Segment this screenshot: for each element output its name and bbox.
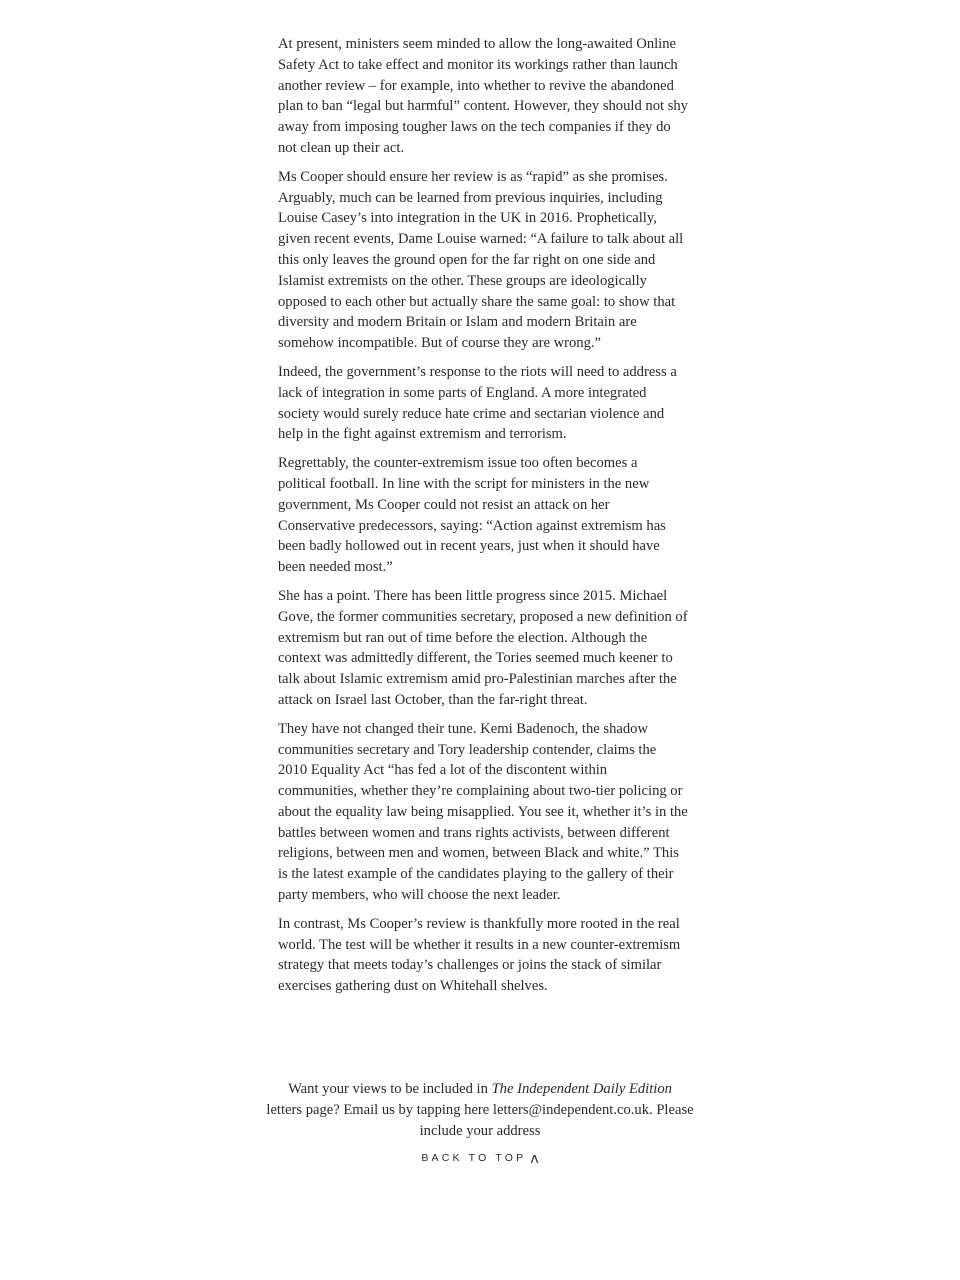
article-paragraph: Indeed, the government’s response to the riots will need to address a lack of integration in some parts of England. A more integrated society would surely reduce hate crime and sectarian violence and help in the fight against extremism and terrorism. xyxy=(278,363,677,443)
article-paragraph: They have not changed their tune. Kemi Badenoch, the shadow communities secretary and Tory leadership contender, claims the 2010 Equality Act “has fed a lot of the discontent within communities, whether they’re complaining about two-tier policing or about the equality law being misapplied. You see it, whether it’s in the battles between women and trans rights activists, between different religions, between men and women, between Black and white.” This is the latest example of the candidates playing to the gallery of their party members, who will choose the next leader. xyxy=(278,720,688,904)
back-to-top-button[interactable] xyxy=(0,1151,960,1167)
article-paragraph: Regrettably, the counter-extremism issue too often becomes a political football. In line with the script for ministers in the new government, Ms Cooper could not resist an attack on her Conservative predecessors, saying: “Action against extremism has been badly hollowed out in recent years, just when it should have been needed most.” xyxy=(278,455,666,576)
article-body xyxy=(278,34,688,1005)
letters-email-link[interactable]: letters@independent.co.uk xyxy=(492,1101,650,1118)
letters-prefix: Want your views to be included in xyxy=(288,1081,492,1097)
back-to-top-label: BACK TO TOP xyxy=(421,1152,527,1164)
chevron-up-icon: ʌ xyxy=(530,1151,539,1167)
article-paragraph: Ms Cooper should ensure her review is as “rapid” as she promises. Arguably, much can be learned from previous inquiries, including Louise Casey’s into integration in the UK in 2016. Prophetically, given recent events, Dame Louise warned: “A failure to talk about all this only leaves the ground open for the far right on one side and Islamist extremists on the other. These groups are ideologically opposed to each other but actually share the same goal: to show that diversity and modern Britain or Islam and modern Britain are somehow incompatible. But of course they are wrong.” xyxy=(278,168,684,352)
article-paragraph: She has a point. There has been little progress since 2015. Michael Gove, the former communities secretary, proposed a new definition of extremism but ran out of time before the election. Although the context was admittedly different, the Tories seemed much keener to talk about Islamic extremism amid pro-Palestinian marches after the attack on Israel last October, than the far-right threat. xyxy=(278,587,688,708)
letters-suffix: . Please include your address xyxy=(419,1101,694,1139)
article-paragraph: At present, ministers seem minded to allow the long-awaited Online Safety Act to take effect and monitor its workings rather than launch another review – for example, into whether to revive the abandoned plan to ban “legal but harmful” content. However, they should not shy away from imposing tougher laws on the tech companies if they do not clean up their act. xyxy=(278,36,688,156)
letters-middle: letters page? Email us by tapping here xyxy=(266,1101,493,1118)
article-paragraph: In contrast, Ms Cooper’s review is thankfully more rooted in the real world. The test will be whether it results in a new counter-extremism strategy that meets today’s challenges or joins the stack of similar exercises gathering dust on Whitehall shelves. xyxy=(278,915,681,995)
letters-invitation xyxy=(250,1079,710,1141)
publication-name: The Independent Daily Edition xyxy=(491,1081,672,1097)
